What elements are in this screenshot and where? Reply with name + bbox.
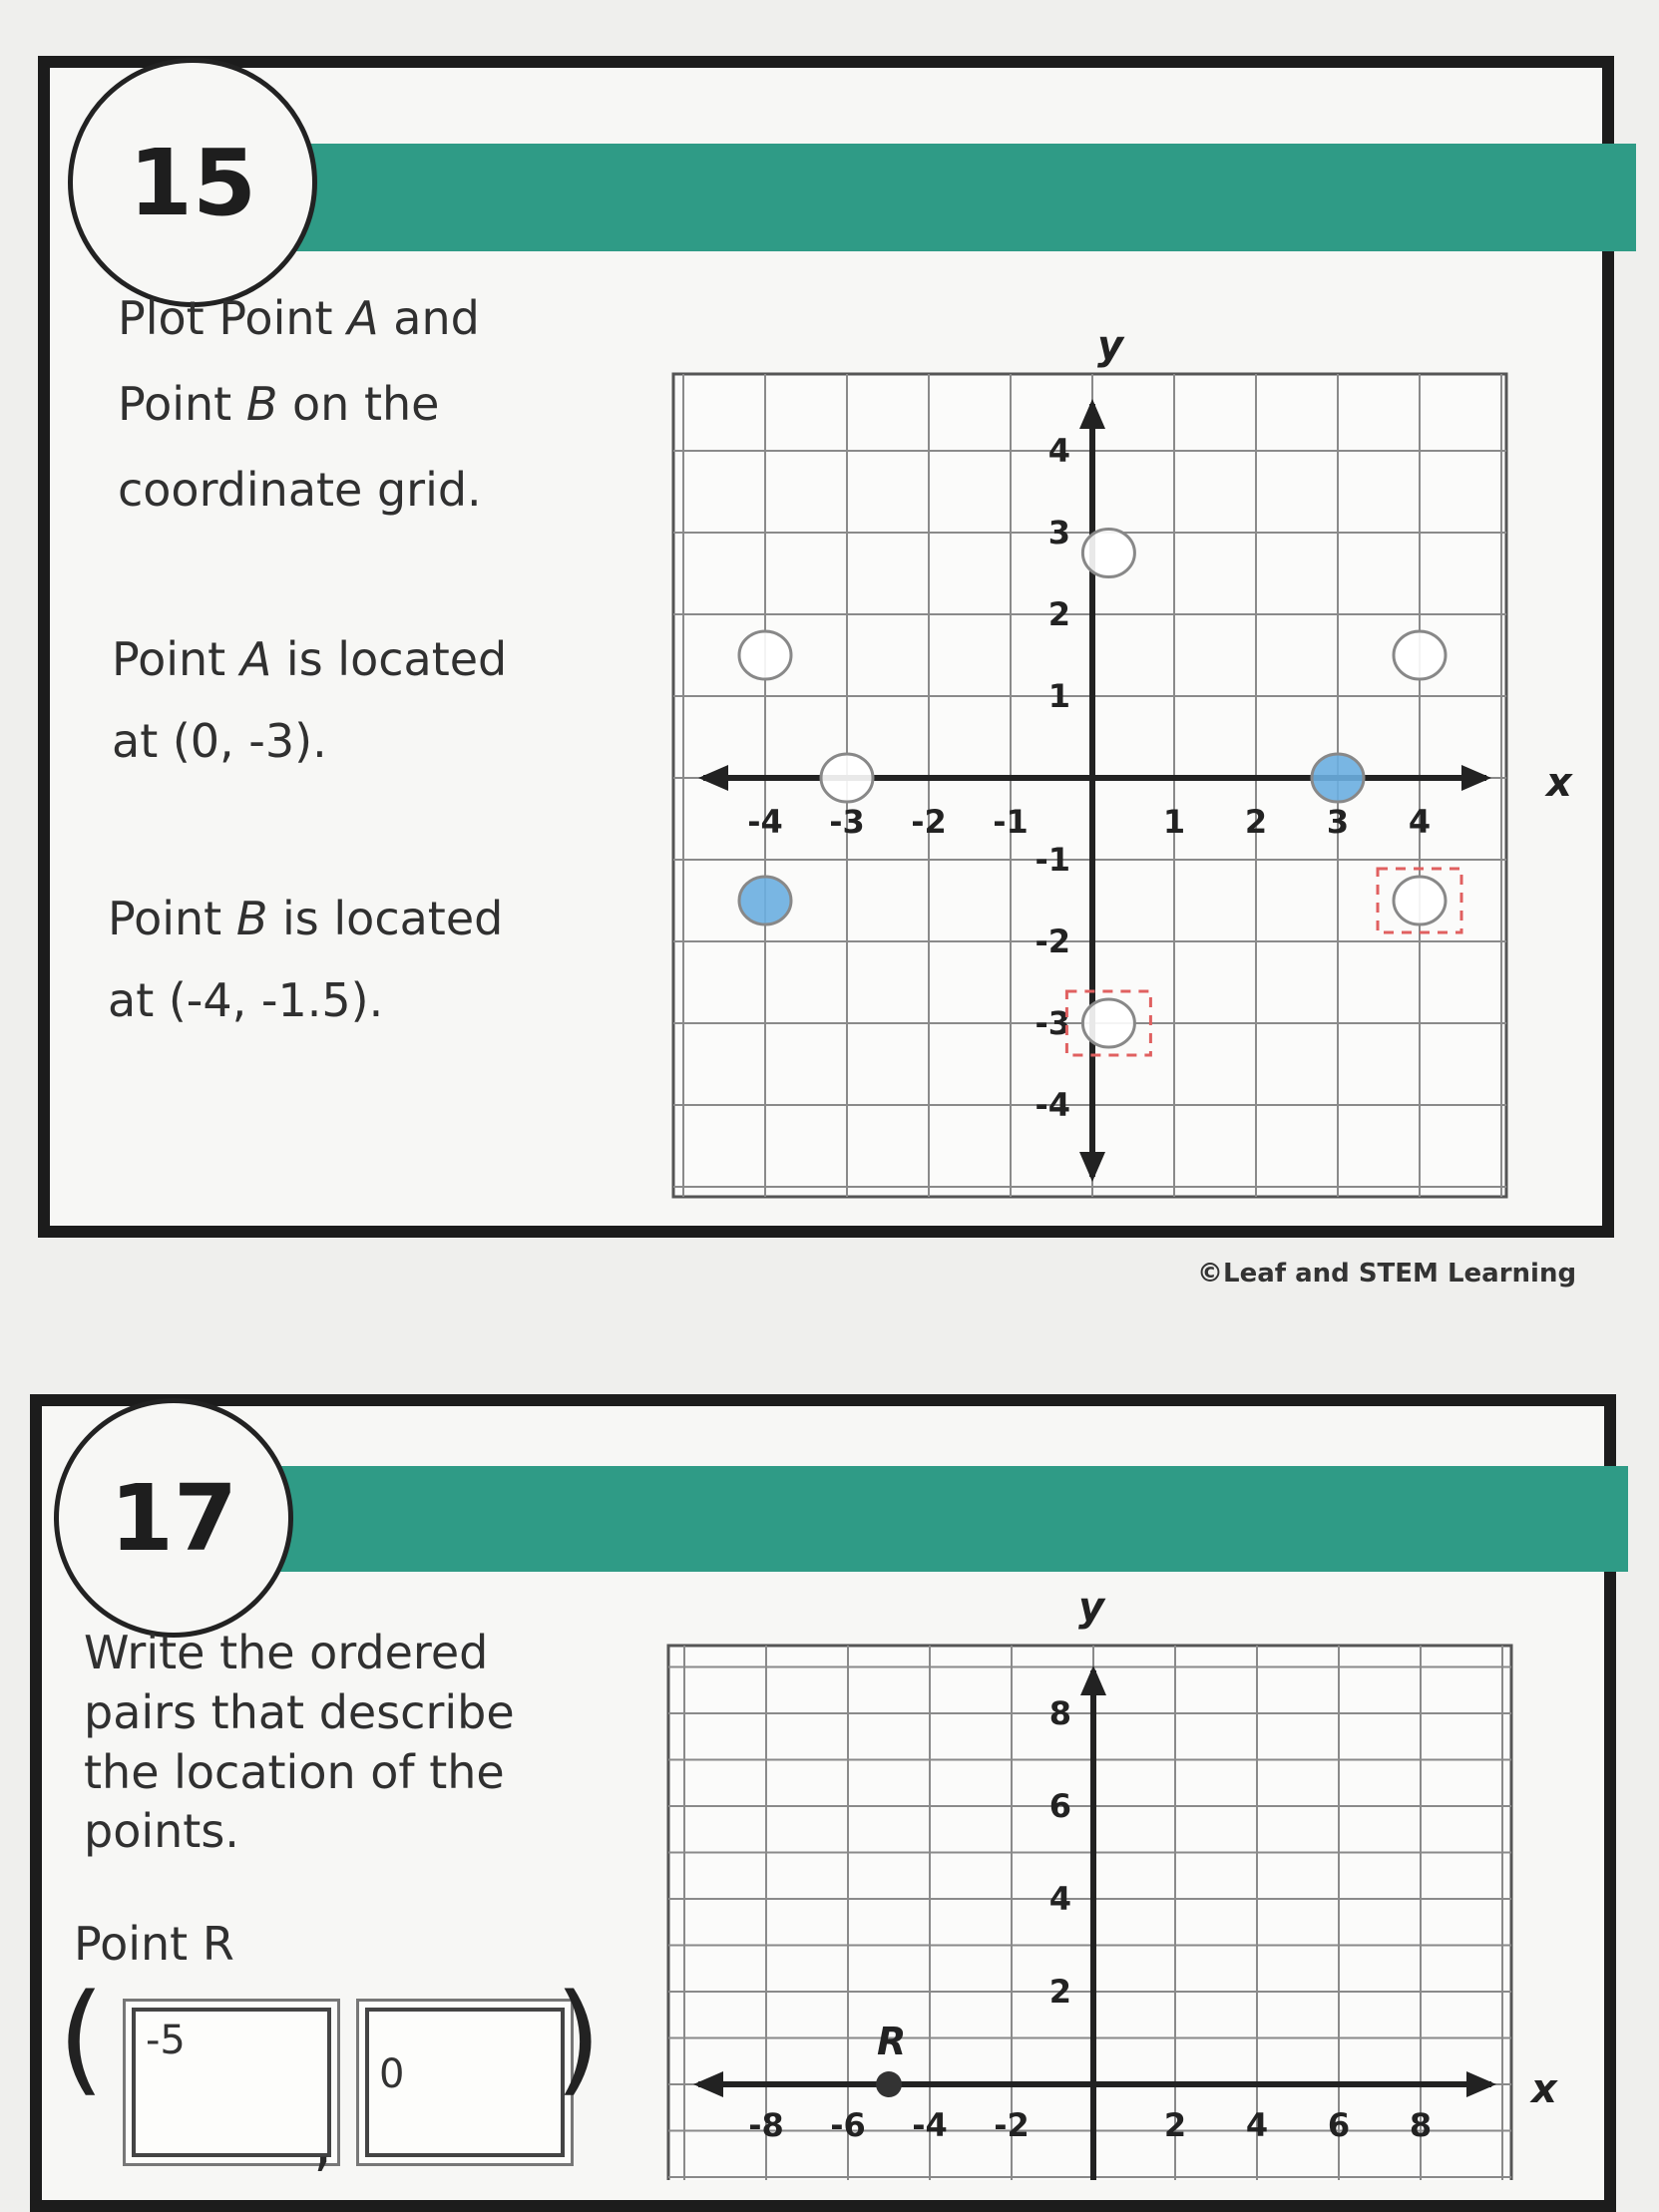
x-tick-label: 6 xyxy=(1327,2106,1351,2144)
y-tick-label: 4 xyxy=(1048,1880,1071,1918)
x-tick-label: 4 xyxy=(1245,2106,1269,2144)
y-tick-label: -4 xyxy=(1035,1086,1070,1124)
point-r-label: Point R xyxy=(74,1917,234,1971)
point-a-description: Point A is located at (0, -3). xyxy=(112,632,508,768)
y-coordinate-input[interactable]: 0 xyxy=(365,2008,565,2157)
y-tick-label: 2 xyxy=(1047,595,1070,633)
x-tick-label: -8 xyxy=(748,2106,784,2144)
x-tick-label: -2 xyxy=(911,803,947,841)
y-tick-label: 1 xyxy=(1047,677,1070,715)
x-tick-label: 1 xyxy=(1162,803,1186,841)
y-tick-label: 8 xyxy=(1048,1694,1071,1732)
x-tick-label: -6 xyxy=(830,2106,866,2144)
grid-frame xyxy=(668,1646,1511,2180)
x-tick-label: -4 xyxy=(912,2106,948,2144)
comma: , xyxy=(313,2109,333,2179)
x-tick-label: 8 xyxy=(1409,2106,1433,2144)
x-tick-label: -4 xyxy=(747,803,783,841)
x-tick-label: -2 xyxy=(994,2106,1030,2144)
point-label: R xyxy=(877,2020,907,2063)
problem-17-instructions: Write the ordered pairs that describe the location of the points. xyxy=(84,1626,515,1859)
problem-number: 15 xyxy=(128,129,257,236)
close-paren: ) xyxy=(555,1970,602,2108)
x-tick-label: -3 xyxy=(829,803,865,841)
x-tick-label: 3 xyxy=(1326,803,1350,841)
y-axis-label: y xyxy=(1097,323,1124,369)
y-tick-label: -1 xyxy=(1035,841,1070,879)
y-tick-label: 6 xyxy=(1048,1787,1071,1825)
y-tick-label: -2 xyxy=(1035,922,1070,960)
x-tick-label: -1 xyxy=(993,803,1029,841)
problem-15-instructions: Plot Point A and Point B on the coordinate grid. xyxy=(118,291,482,517)
y-tick-label: 4 xyxy=(1047,432,1070,470)
x-tick-label: 2 xyxy=(1163,2106,1187,2144)
point-marker xyxy=(876,2071,902,2097)
y-axis-label: y xyxy=(1078,1585,1105,1631)
x-coordinate-input[interactable]: -5 xyxy=(132,2008,331,2157)
problem-number: 17 xyxy=(109,1464,238,1572)
x-tick-label: 4 xyxy=(1408,803,1432,841)
x-axis-label: x xyxy=(1546,760,1572,806)
y-tick-label: 3 xyxy=(1047,514,1070,552)
x-axis-label: x xyxy=(1531,2066,1557,2112)
y-tick-label: 2 xyxy=(1048,1973,1071,2011)
y-tick-label: -3 xyxy=(1035,1004,1070,1042)
copyright-notice: ©Leaf and STEM Learning xyxy=(1197,1259,1577,1289)
x-tick-label: 2 xyxy=(1244,803,1268,841)
point-b-description: Point B is located at (-4, -1.5). xyxy=(108,892,504,1027)
open-paren: ( xyxy=(58,1970,105,2108)
